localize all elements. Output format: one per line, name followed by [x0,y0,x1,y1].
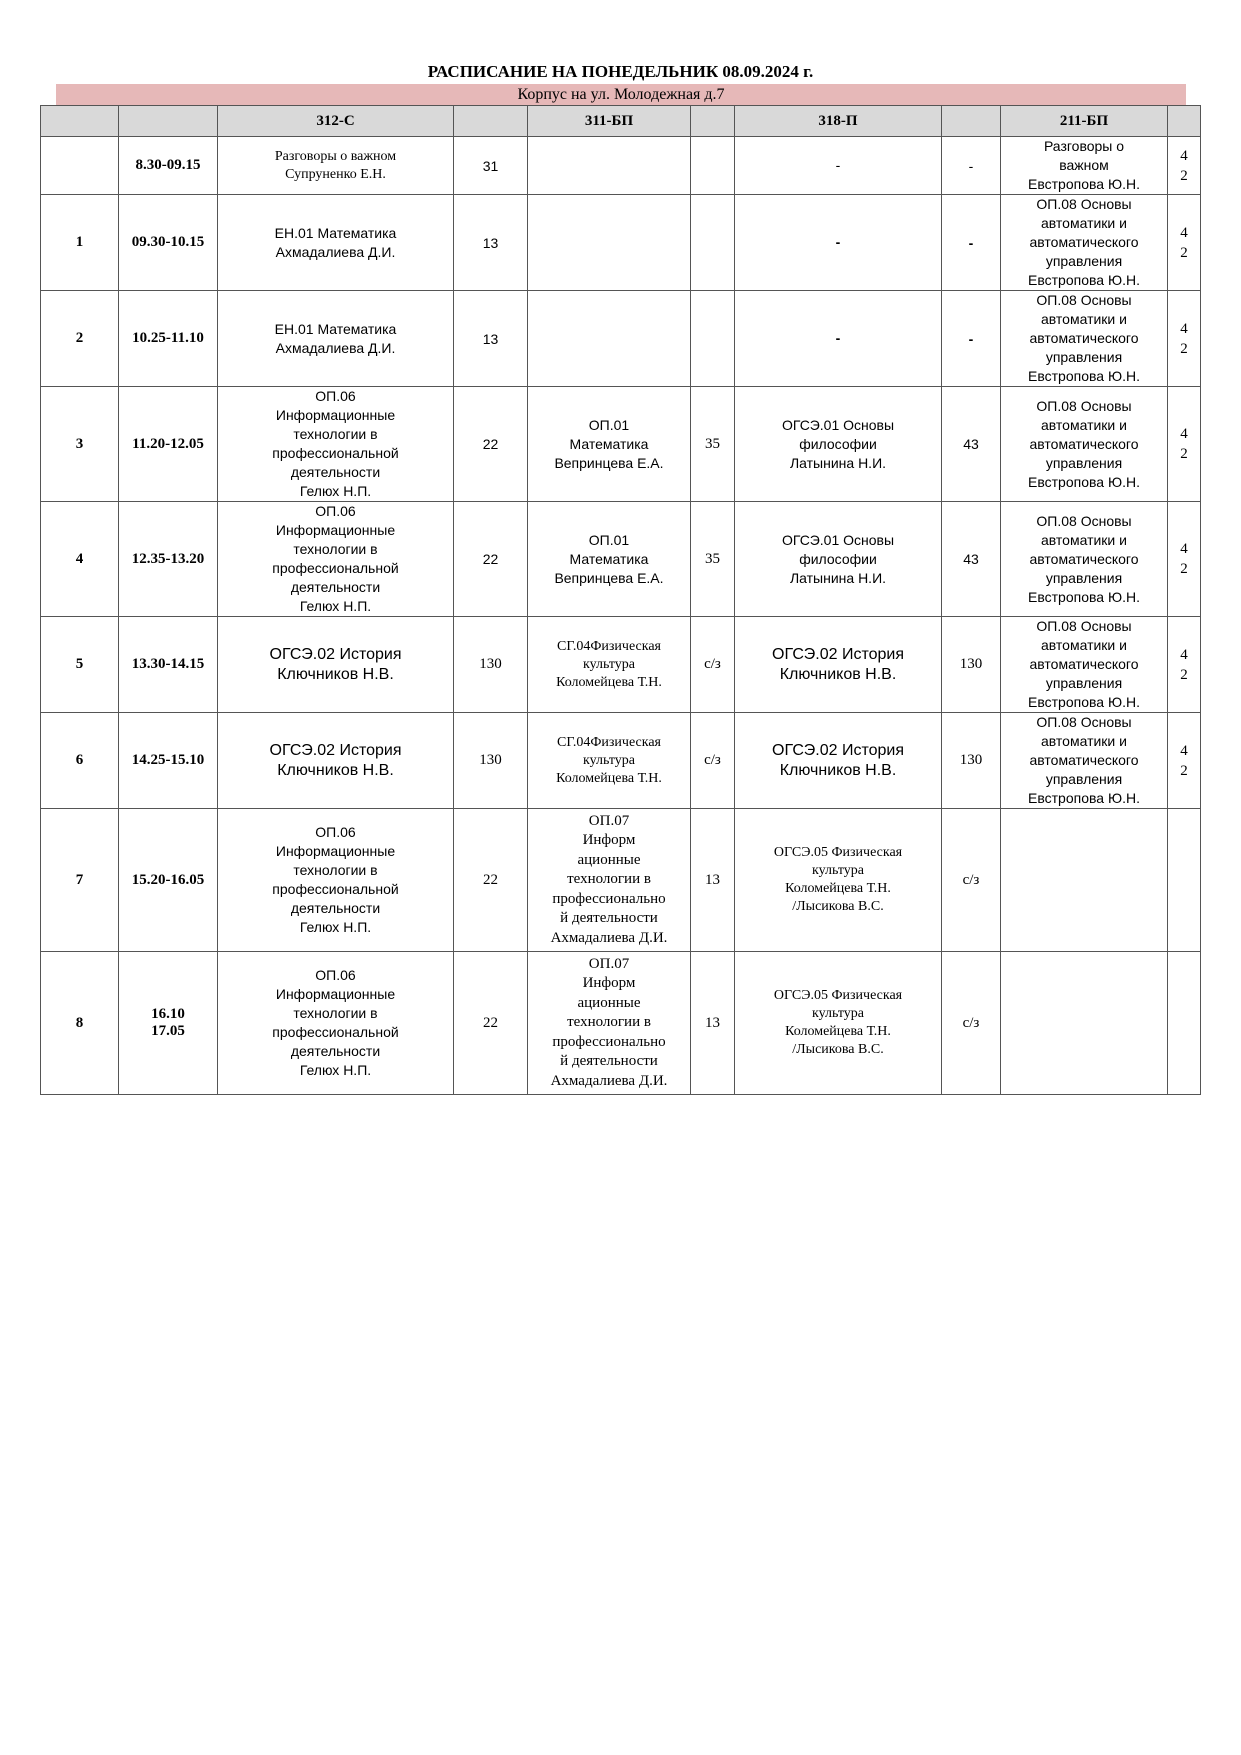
subject-cell: ЕН.01 Математика Ахмадалиева Д.И. [218,291,454,387]
header-cell-room [691,106,735,137]
lesson-number: 8 [41,952,119,1095]
lesson-time: 8.30-09.15 [119,137,218,195]
room-cell: 13 [454,291,528,387]
room-digit: 2 [1180,167,1188,184]
room-cell: - [942,195,1001,291]
lesson-number: 5 [41,617,119,713]
subject-cell [528,195,691,291]
room-cell [1168,713,1201,809]
room-cell [1168,195,1201,291]
room-cell: - [942,291,1001,387]
lesson-time: 11.20-12.05 [119,387,218,502]
lesson-number: 1 [41,195,119,291]
subject-cell: ОГСЭ.02 История Ключников Н.В. [218,617,454,713]
subject-cell: ОГСЭ.02 История Ключников Н.В. [218,713,454,809]
room-cell: 31 [454,137,528,195]
header-cell-time [119,106,218,137]
room-digit: 2 [1180,244,1188,261]
room-cell: 22 [454,502,528,617]
group-header-318-p: 318-П [735,106,942,137]
room-digit: 4 [1180,646,1188,663]
lesson-number [41,137,119,195]
room-cell: с/з [942,952,1001,1095]
room-digit: 2 [1180,340,1188,357]
room-digit: 4 [1180,320,1188,337]
table-row [41,195,1201,291]
room-cell [1168,617,1201,713]
room-cell: 22 [454,387,528,502]
subject-cell: СГ.04Физическая культура Коломейцева Т.Н. [528,617,691,713]
subject-cell: ОГСЭ.01 Основы философии Латынина Н.И. [735,502,942,617]
group-header-211-bp: 211-БП [1001,106,1168,137]
room-cell [1168,387,1201,502]
lesson-time: 09.30-10.15 [119,195,218,291]
subject-cell: - [735,195,942,291]
header-cell-num [41,106,119,137]
subject-cell: ОП.08 Основы автоматики и автоматического управления Евстропова Ю.Н. [1001,291,1168,387]
table-row [41,387,1201,502]
room-cell: 13 [691,952,735,1095]
lesson-time: 10.25-11.10 [119,291,218,387]
subject-cell: ОП.08 Основы автоматики и автоматического управления Евстропова Ю.Н. [1001,502,1168,617]
subject-cell: ОП.07 Информ ационные технологии в профессионально й деятельности Ахмадалиева Д.И. [528,809,691,952]
table-row [41,291,1201,387]
page-title: РАСПИСАНИЕ НА ПОНЕДЕЛЬНИК 08.09.2024 г. [427,62,814,81]
subject-cell: ОГСЭ.01 Основы философии Латынина Н.И. [735,387,942,502]
room-digit: 2 [1180,666,1188,683]
room-digit: 4 [1180,742,1188,759]
lesson-number: 4 [41,502,119,617]
subject-cell: - [735,291,942,387]
room-cell [1168,502,1201,617]
subject-cell: ОП.06 Информационные технологии в профессиональной деятельности Гелюх Н.П. [218,809,454,952]
room-cell: 35 [691,502,735,617]
subject-cell: ОГСЭ.05 Физическая культура Коломейцева Т.Н. /Лысикова В.С. [735,809,942,952]
subject-cell: ОП.08 Основы автоматики и автоматического управления Евстропова Ю.Н. [1001,713,1168,809]
group-header-311-bp: 311-БП [528,106,691,137]
lesson-number: 2 [41,291,119,387]
subject-cell: Разговоры о важном Евстропова Ю.Н. [1001,137,1168,195]
table-row [41,137,1201,195]
room-cell: 13 [454,195,528,291]
subject-cell: ЕН.01 Математика Ахмадалиева Д.И. [218,195,454,291]
lesson-number: 6 [41,713,119,809]
subject-cell [528,137,691,195]
room-digit: 2 [1180,561,1188,577]
header-cell-room [942,106,1001,137]
room-cell: 43 [942,387,1001,502]
room-cell: 130 [454,713,528,809]
room-cell [1168,291,1201,387]
room-digit: 4 [1180,147,1188,164]
subject-cell: Разговоры о важном Супруненко Е.Н. [218,137,454,195]
building-banner: Корпус на ул. Молодежная д.7 [56,84,1186,105]
table-row [41,952,1201,1095]
room-cell [1168,137,1201,195]
subject-cell: ОП.08 Основы автоматики и автоматического управления Евстропова Ю.Н. [1001,617,1168,713]
lesson-number: 7 [41,809,119,952]
table-row [41,713,1201,809]
room-cell: с/з [691,617,735,713]
lesson-time: 15.20-16.05 [119,809,218,952]
lesson-time: 14.25-15.10 [119,713,218,809]
lesson-number: 3 [41,387,119,502]
subject-cell: ОП.08 Основы автоматики и автоматического управления Евстропова Ю.Н. [1001,387,1168,502]
subject-cell: ОП.08 Основы автоматики и автоматического управления Евстропова Ю.Н. [1001,195,1168,291]
subject-cell: ОГСЭ.02 История Ключников Н.В. [735,713,942,809]
room-cell: 43 [942,502,1001,617]
subject-cell: ОП.01 Математика Вепринцева Е.А. [528,502,691,617]
subject-cell [1001,809,1168,952]
room-digit: 2 [1180,446,1188,462]
table-row [41,809,1201,952]
subject-cell [1001,952,1168,1095]
room-cell: 22 [454,809,528,952]
subject-cell: ОГСЭ.02 История Ключников Н.В. [735,617,942,713]
room-cell: 13 [691,809,735,952]
subject-cell: ОГСЭ.05 Физическая культура Коломейцева Т.Н. /Лысикова В.С. [735,952,942,1095]
lesson-time: 13.30-14.15 [119,617,218,713]
header-cell-room [454,106,528,137]
room-cell: 130 [942,617,1001,713]
room-cell: 130 [942,713,1001,809]
room-digit: 4 [1180,224,1188,241]
subject-cell: - [735,137,942,195]
table-row [41,502,1201,617]
room-cell [1168,952,1201,1095]
subject-cell: ОП.06 Информационные технологии в профессиональной деятельности Гелюх Н.П. [218,387,454,502]
room-cell [691,291,735,387]
room-cell: 22 [454,952,528,1095]
room-cell: 35 [691,387,735,502]
subject-cell [528,291,691,387]
table-row [41,617,1201,713]
room-digit: 2 [1180,762,1188,779]
subject-cell: ОП.01 Математика Вепринцева Е.А. [528,387,691,502]
room-cell [1168,809,1201,952]
room-cell [691,195,735,291]
subject-cell: ОП.07 Информ ационные технологии в профессионально й деятельности Ахмадалиева Д.И. [528,952,691,1095]
room-digit: 4 [1180,541,1188,557]
subject-cell: ОП.06 Информационные технологии в профессиональной деятельности Гелюх Н.П. [218,952,454,1095]
room-cell: с/з [691,713,735,809]
room-digit: 4 [1180,426,1188,442]
group-header-312-s: 312-С [218,106,454,137]
lesson-time: 12.35-13.20 [119,502,218,617]
room-cell: - [942,137,1001,195]
schedule-table [40,105,1201,1095]
subject-cell: ОП.06 Информационные технологии в профессиональной деятельности Гелюх Н.П. [218,502,454,617]
subject-cell: СГ.04Физическая культура Коломейцева Т.Н. [528,713,691,809]
lesson-time: 16.10 17.05 [119,952,218,1095]
room-cell: 130 [454,617,528,713]
room-cell [691,137,735,195]
header-cell-room [1168,106,1201,137]
room-cell: с/з [942,809,1001,952]
header-row [41,106,1201,137]
